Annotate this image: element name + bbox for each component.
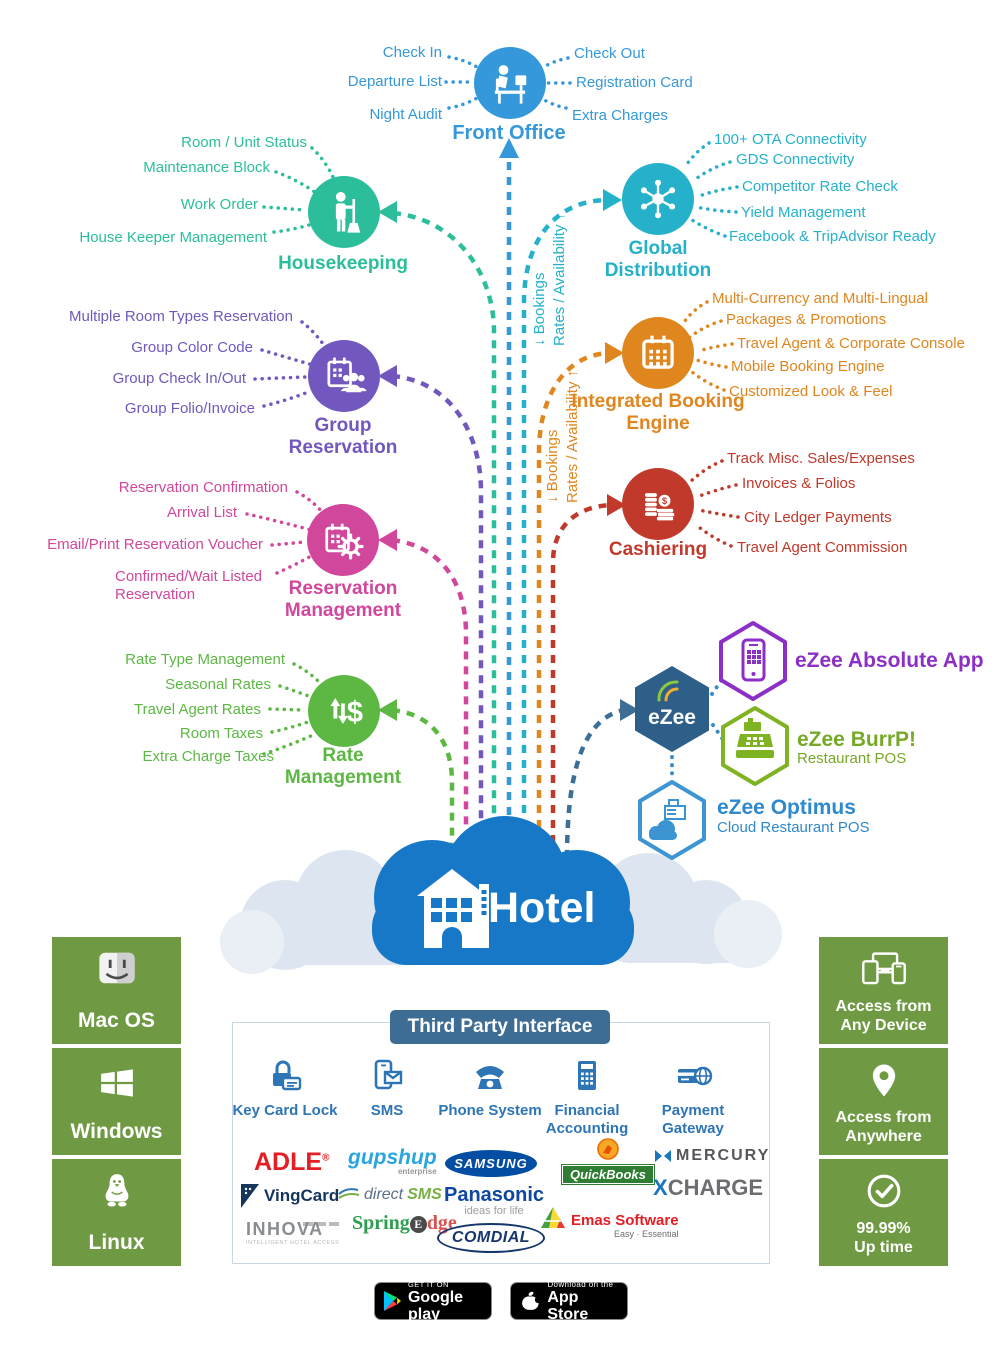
feature-label: Registration Card [576, 74, 693, 91]
uptime-badge [819, 1159, 948, 1266]
sms-icon [368, 1058, 406, 1094]
access-anywhere [819, 1048, 948, 1155]
feature-label: Packages & Promotions [726, 311, 887, 328]
feature-label: House Keeper Management [79, 229, 267, 246]
platform-macos [52, 937, 181, 1044]
logo-quickbooks: QuickBooks [562, 1138, 654, 1184]
quickbooks-coin-icon [595, 1138, 621, 1160]
feature-label: Reservation Confirmation [118, 479, 288, 496]
booking-engine-title: Integrated Booking Engine [571, 391, 745, 434]
front-office-circle [474, 47, 546, 119]
feature-label: Travel Agent Rates [133, 701, 261, 718]
global-distribution-circle [622, 163, 694, 235]
vingcard-icon [240, 1183, 260, 1209]
feature-label: City Ledger Payments [744, 509, 892, 526]
calendar-gear-icon [317, 514, 369, 566]
feature-label: GDS Connectivity [736, 151, 855, 168]
location-pin-icon [819, 1061, 948, 1101]
svg-text:$: $ [346, 696, 363, 729]
feature-label: Competitor Rate Check [742, 178, 898, 195]
feature-label: Check In [382, 44, 442, 61]
ezee-burrp-subtitle: Restaurant POS [797, 750, 907, 767]
logo-adle: ADLE® [254, 1148, 330, 1176]
front-desk-icon [484, 57, 536, 109]
network-hub-icon [632, 173, 684, 225]
uptime-clock-icon [819, 1172, 948, 1210]
feature-label: Check Out [574, 45, 645, 62]
ezee-optimus-name: eZee Optimus [717, 796, 856, 819]
feature-label: Maintenance Block [143, 159, 270, 176]
logo-samsung: SAMSUNG [445, 1150, 537, 1177]
phone-icon [471, 1058, 509, 1094]
rate-management-title: Rate Management [284, 745, 402, 788]
feature-label: Email/Print Reservation Voucher [47, 536, 263, 553]
calendar-icon [632, 327, 684, 379]
ezee-absolute-app-name: eZee Absolute App [795, 649, 984, 672]
feature-label: Room / Unit Status [181, 134, 307, 151]
platform-label: Mac OS [77, 1009, 156, 1032]
rates-flow-label: Rates / Availability ↑ [564, 369, 581, 503]
feature-label: Track Misc. Sales/Expenses [727, 450, 915, 467]
flow-label-gds [530, 213, 570, 346]
group-reservation-circle [308, 340, 380, 412]
feature-label: Night Audit [369, 106, 442, 123]
feature-label: Facebook & TripAdvisor Ready [729, 228, 936, 245]
feature-label: Seasonal Rates [165, 676, 271, 693]
platform-label: Linux [88, 1231, 145, 1254]
feature-label: Customized Look & Feel [729, 383, 893, 400]
ezee-hub-label: eZee [648, 706, 696, 729]
third-party-header: Third Party Interface [390, 1010, 610, 1044]
ezee-optimus-subtitle: Cloud Restaurant POS [717, 819, 870, 836]
access-any-device [819, 937, 948, 1044]
logo-gupshup: gupshup enterprise [348, 1146, 437, 1176]
logo-emas: Emas Software Easy · Essential [540, 1206, 679, 1239]
money-coins-icon [632, 478, 684, 530]
key-card-lock-icon [266, 1058, 304, 1094]
category-financial-accounting: Financial Accounting [527, 1058, 647, 1138]
group-reservation-title: Group Reservation [288, 415, 398, 458]
feature-label: Multiple Room Types Reservation [69, 308, 293, 325]
feature-label: Multi-Currency and Multi-Lingual [712, 290, 928, 307]
rates-flow-label: Rates / Availability ↑ [551, 212, 568, 346]
uptime-label: 99.99% Up time [854, 1220, 913, 1256]
bookings-flow-label: ↓ Bookings [531, 272, 548, 346]
emas-pyramid-icon [540, 1206, 566, 1230]
feature-label: Work Order [180, 196, 258, 213]
logo-comdial: COMDIAL [437, 1223, 545, 1253]
logo-springedge: Spring E dge [352, 1212, 457, 1234]
category-payment-gateway: Payment Gateway [633, 1058, 753, 1138]
housekeeping-circle [308, 176, 380, 248]
logo-vingcard: VingCard [240, 1183, 339, 1209]
cashiering-circle [622, 468, 694, 540]
platform-linux [52, 1159, 181, 1266]
directsms-icon [338, 1188, 360, 1202]
category-sms: SMS [327, 1058, 447, 1120]
ezee-absolute-hexagon [721, 623, 785, 699]
app-store-badge[interactable]: Download on the App Store [510, 1282, 628, 1320]
logo-panasonic: Panasonic ideas for life [444, 1184, 545, 1217]
ezee-burrp-name: eZee BurrP! [797, 728, 917, 751]
platform-windows [52, 1048, 181, 1155]
feature-label: Arrival List [166, 504, 237, 521]
feature-label: Yield Management [741, 204, 866, 221]
feature-label: Group Folio/Invoice [124, 400, 255, 417]
housekeeper-broom-icon [318, 186, 370, 238]
devices-icon [819, 950, 948, 990]
feature-label: Travel Agent Commission [737, 539, 908, 556]
payment-card-globe-icon [673, 1058, 713, 1094]
linux-tux-icon [52, 1172, 181, 1210]
front-office-title: Front Office [452, 122, 566, 144]
svg-text:$: $ [661, 496, 668, 506]
feature-label: Invoices & Folios [742, 475, 856, 492]
platform-label: Windows [70, 1120, 163, 1143]
hotel-label: Hotel [488, 884, 596, 932]
bookings-flow-label: ↓ Bookings [544, 429, 561, 503]
housekeeping-title: Housekeeping [278, 253, 408, 274]
feature-label: Departure List [347, 73, 442, 90]
windows-icon [52, 1066, 181, 1100]
logo-directsms: direct SMS [338, 1186, 442, 1204]
google-play-badge[interactable]: GET IT ON Google play [374, 1282, 492, 1320]
global-distribution-title: Global Distribution [604, 238, 712, 281]
calculator-icon [568, 1058, 606, 1094]
reservation-management-title: Reservation Management [284, 578, 402, 621]
google-play-icon [384, 1289, 401, 1313]
feature-label: Group Color Code [131, 339, 253, 356]
rate-management-circle [308, 675, 380, 747]
feature-label: Extra Charges [572, 107, 668, 124]
feature-label: Room Taxes [179, 725, 263, 742]
feature-label: Confirmed/Wait Listed Reservation [115, 568, 262, 603]
logo-mercury: MERCURY [655, 1147, 770, 1165]
category-key-card-lock: Key Card Lock [225, 1058, 345, 1120]
mercury-icon [655, 1150, 671, 1162]
mobile-phone-icon [743, 640, 764, 680]
feature-label: Rate Type Management [125, 651, 285, 668]
access-label: Access from Anywhere [835, 1109, 932, 1145]
cashiering-title: Cashiering [608, 539, 708, 560]
logo-xcharge: XCHARGE [653, 1175, 764, 1200]
access-label: Access from Any Device [835, 998, 932, 1034]
feature-label: Group Check In/Out [112, 370, 246, 387]
rates-updown-icon [318, 685, 370, 737]
feature-label: 100+ OTA Connectivity [714, 131, 867, 148]
booking-engine-circle [622, 317, 694, 389]
macos-finder-icon [52, 950, 181, 986]
feature-label: Travel Agent & Corporate Console [737, 335, 965, 352]
feature-label: Extra Charge Taxes [142, 748, 274, 765]
category-phone-system: Phone System [430, 1058, 550, 1120]
ezee-burrp-hexagon [723, 708, 787, 784]
flow-label-booking-engine [543, 370, 583, 503]
calendar-group-icon [318, 350, 370, 402]
reservation-management-circle [307, 504, 379, 576]
ezee-optimus-hexagon [640, 782, 704, 858]
apple-icon [520, 1288, 540, 1314]
logo-inhova: INHOVA INTELLIGENT HOTEL ACCESS [246, 1219, 340, 1246]
feature-label: Mobile Booking Engine [731, 358, 885, 375]
